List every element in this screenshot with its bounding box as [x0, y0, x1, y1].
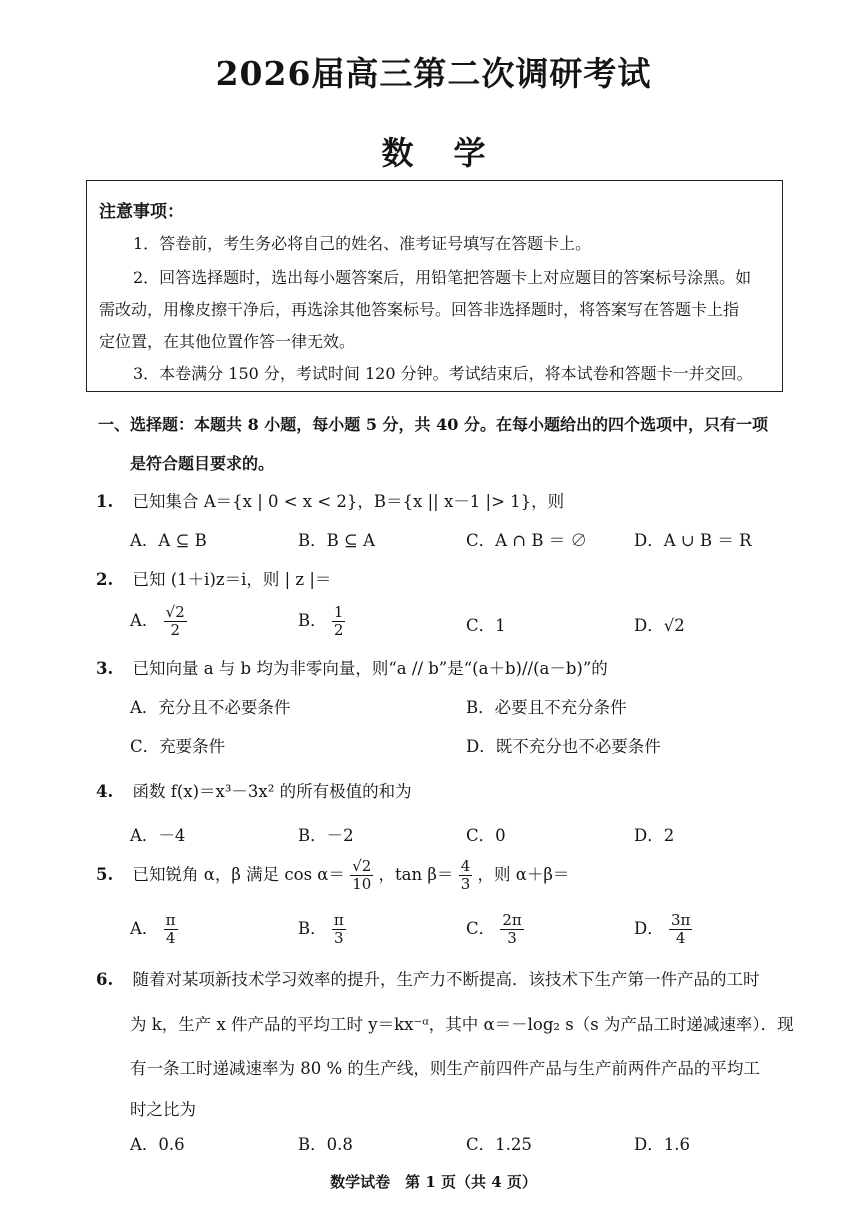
q5-option-a	[130, 912, 178, 947]
question-number: 1.	[96, 492, 114, 511]
numerator: π	[333, 911, 344, 929]
numerator: √2	[352, 857, 372, 875]
q1-option-d: D．A ∪ B ＝ R	[634, 531, 752, 550]
q3-option-b: B．必要且不充分条件	[466, 698, 627, 717]
q4-option-c: C．0	[466, 826, 506, 845]
q5-option-b	[298, 912, 346, 947]
denominator: 4	[165, 929, 176, 947]
q2-option-c: C．1	[466, 616, 506, 635]
question-5	[96, 858, 569, 893]
page-footer: 数学试卷 第 1 页（共 4 页）	[330, 1173, 537, 1191]
notice-item-2-cont: 需改动，用橡皮擦干净后，再选涂其他答案标号。回答非选择题时，将答案写在答题卡上指	[99, 300, 740, 319]
fraction	[332, 912, 346, 947]
q3-option-d: D．既不充分也不必要条件	[466, 737, 661, 756]
q5-option-c	[466, 912, 524, 947]
notice-item-2-end: 定位置，在其他位置作答一律无效。	[99, 332, 356, 351]
question-2	[96, 566, 331, 590]
denominator: 4	[675, 929, 686, 947]
q1-option-a: A．A ⊆ B	[130, 531, 207, 550]
q1-option-c: C．A ∩ B ＝ ∅	[466, 531, 587, 550]
q6-option-b: B．0.8	[298, 1135, 353, 1154]
numerator: 4	[460, 857, 471, 875]
question-stem-line-1: 随着对某项新技术学习效率的提升，生产力不断提高．该技术下生产第一件产品的工时	[132, 970, 760, 989]
fraction	[500, 912, 523, 947]
q2-option-b	[298, 604, 345, 639]
q1-option-b: B．B ⊆ A	[298, 531, 375, 550]
notice-item-3: 3．本卷满分 150 分，考试时间 120 分钟。考试结束后，将本试卷和答题卡一并交回。	[133, 364, 753, 383]
question-stem-line-4: 时之比为	[130, 1100, 196, 1119]
q6-option-a: A．0.6	[130, 1135, 185, 1154]
q2-option-d: D．√2	[634, 616, 685, 635]
fraction	[164, 912, 178, 947]
q6-option-d: D．1.6	[634, 1135, 690, 1154]
q4-option-d: D．2	[634, 826, 675, 845]
question-stem-mid: ，tan β＝	[378, 865, 454, 884]
question-6	[96, 966, 759, 990]
question-stem-pre: 已知锐角 α，β 满足 cos α＝	[132, 865, 345, 884]
option-label: A．	[130, 919, 159, 938]
denominator: 10	[352, 875, 372, 893]
question-stem-line-3: 有一条工时递减速率为 80 % 的生产线，则生产前四件产品与生产前两件产品的平均工	[130, 1059, 760, 1078]
numerator: √2	[165, 603, 185, 621]
notice-item-2: 2．回答选择题时，选出每小题答案后，用铅笔把答题卡上对应题目的答案标号涂黑。如	[133, 268, 752, 287]
notice-box	[86, 180, 783, 392]
numerator: 3π	[670, 911, 691, 929]
denominator: 3	[460, 875, 471, 893]
question-stem-line-2: 为 k，生产 x 件产品的平均工时 y＝kx⁻ᵅ，其中 α＝－log₂ s（s 为产品工时递减速率）．现	[130, 1015, 794, 1034]
question-number: 6.	[96, 970, 114, 989]
denominator: 3	[507, 929, 517, 947]
question-4	[96, 778, 412, 802]
q2-option-a	[130, 604, 187, 639]
fraction	[164, 604, 187, 639]
option-label: A．	[130, 611, 159, 630]
section-heading-cont: 是符合题目要求的。	[130, 454, 275, 473]
section-heading: 一、选择题：本题共 8 小题，每小题 5 分，共 40 分。在每小题给出的四个选项中，只有一项	[98, 415, 768, 434]
option-label: D．	[634, 919, 664, 938]
denominator: 3	[334, 929, 344, 947]
q4-option-b: B．－2	[298, 826, 354, 845]
question-3	[96, 655, 608, 679]
question-number: 3.	[96, 659, 114, 678]
subject-title: 数学	[381, 134, 526, 172]
question-1	[96, 488, 564, 512]
numerator: π	[165, 911, 176, 929]
denominator: 2	[170, 621, 180, 639]
question-number: 2.	[96, 570, 114, 589]
option-label: C．	[466, 919, 496, 938]
question-stem: 已知向量 a 与 b 均为非零向量，则“a // b”是“(a＋b)//(a－b)”的	[132, 659, 608, 678]
q5-option-d	[634, 912, 692, 947]
question-stem: 函数 f(x)＝x³－3x² 的所有极值的和为	[132, 782, 412, 801]
fraction	[332, 604, 346, 639]
option-label: B．	[298, 919, 327, 938]
fraction	[350, 858, 373, 893]
denominator: 2	[333, 621, 344, 639]
q3-option-a: A．充分且不必要条件	[130, 698, 291, 717]
fraction	[669, 912, 692, 947]
question-stem: 已知 (1＋i)z＝i，则 | z |＝	[132, 570, 332, 589]
fraction	[459, 858, 473, 893]
q4-option-a: A．－4	[130, 826, 186, 845]
option-label: B．	[298, 611, 327, 630]
notice-item-1: 1．答卷前，考生务必将自己的姓名、准考证号填写在答题卡上。	[133, 234, 592, 253]
q3-option-c: C．充要条件	[130, 737, 226, 756]
numerator: 2π	[502, 911, 522, 929]
question-number: 5.	[96, 865, 114, 884]
numerator: 1	[333, 603, 344, 621]
q6-option-c: C．1.25	[466, 1135, 532, 1154]
notice-title: 注意事项：	[99, 202, 184, 222]
question-stem-post: ，则 α＋β＝	[477, 865, 570, 884]
question-number: 4.	[96, 782, 114, 801]
exam-title: 2026届高三第二次调研考试	[215, 54, 652, 93]
question-stem: 已知集合 A＝{x | 0 < x < 2}，B＝{x || x－1 |> 1}，则	[132, 492, 565, 511]
